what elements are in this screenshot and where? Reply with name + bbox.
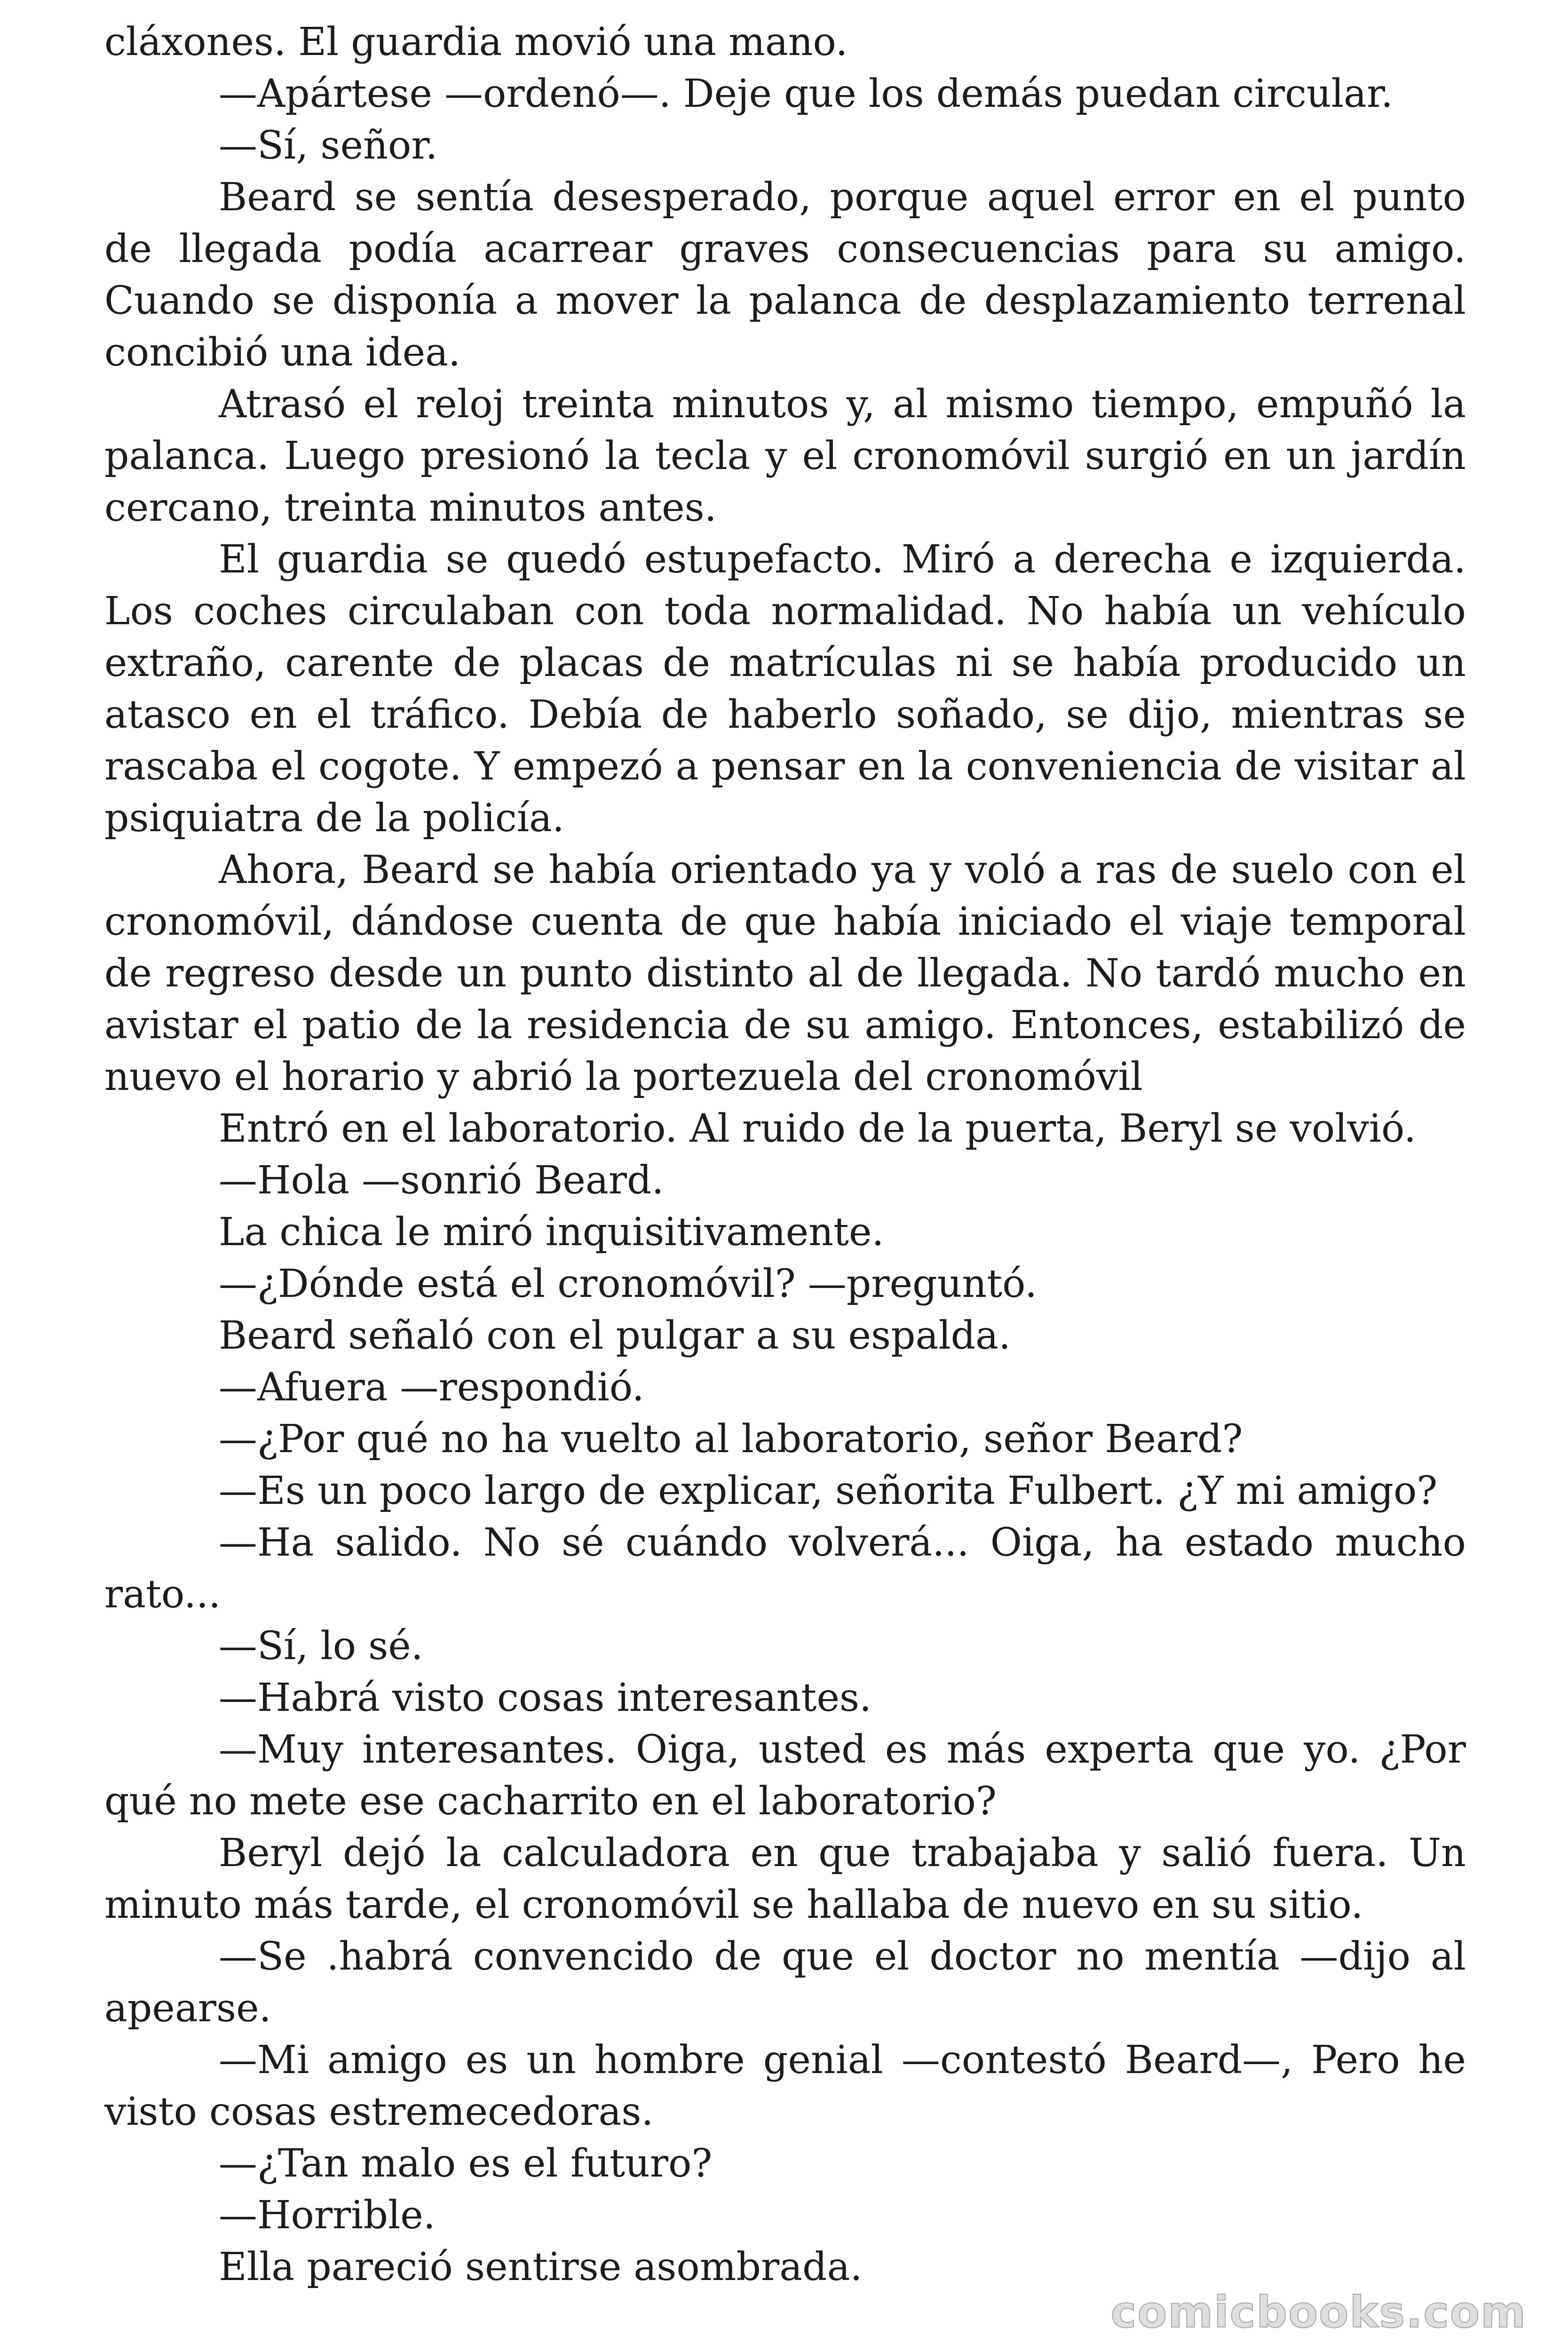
paragraph: —Apártese —ordenó—. Deje que los demás puedan circular. xyxy=(219,72,1394,116)
paragraph: —Es un poco largo de explicar, señorita Fulbert. ¿Y mi amigo? xyxy=(219,1469,1438,1513)
paragraph: Ella pareció sentirse asombrada. xyxy=(219,2245,863,2289)
paragraph: Beard señaló con el pulgar a su espalda. xyxy=(219,1313,1011,1358)
paragraph: —Mi amigo es un hombre genial —contestó Beard—, Pero he visto cosas estremecedoras. xyxy=(104,2038,1466,2134)
paragraph: —¿Por qué no ha vuelto al laboratorio, señor Beard? xyxy=(219,1417,1243,1462)
paragraph: La chica le miró inquisitivamente. xyxy=(219,1210,884,1255)
paragraph: —Sí, lo sé. xyxy=(219,1624,423,1669)
paragraph: Entró en el laboratorio. Al ruido de la puerta, Beryl se volvió. xyxy=(219,1106,1417,1151)
paragraph: Atrasó el reloj treinta minutos y, al mismo tiempo, empuñó la palanca. Luego presionó la tecla y el cronomóvil surgió en un jardín cercano, treinta minutos antes. xyxy=(104,382,1466,530)
body-text xyxy=(104,16,1466,2293)
paragraph: —¿Dónde está el cronomóvil? —preguntó. xyxy=(219,1262,1037,1306)
paragraph: Beard se sentía desesperado, porque aquel error en el punto de llegada podía acarrear graves consecuencias para su amigo. Cuando se disponía a mover la palanca de desplazamiento terrenal concibió una idea. xyxy=(104,175,1466,375)
watermark: comicbooks.com xyxy=(1110,2287,1527,2337)
paragraph: —Muy interesantes. Oiga, usted es más experta que yo. ¿Por qué no mete ese cacharrito en el laboratorio? xyxy=(104,1727,1466,1824)
paragraph: Ahora, Beard se había orientado ya y voló a ras de suelo con el cronomóvil, dándose cuenta de que había iniciado el viaje temporal de regreso desde un punto distinto al de llegada. No tardó mucho en avistar el patio de la residencia de su amigo. Entonces, estabilizó de nuevo el horario y abrió la portezuela del cronomóvil xyxy=(104,848,1466,1099)
paragraph: cláxones. El guardia movió una mano. xyxy=(104,20,848,64)
paragraph: El guardia se quedó estupefacto. Miró a derecha e izquierda. Los coches circulaban con toda normalidad. No había un vehículo extraño, carente de placas de matrículas ni se había producido un atasco en el tráfico. Debía de haberlo soñado, se dijo, mientras se rascaba el cogote. Y empezó a pensar en la conveniencia de visitar al psiquiatra de la policía. xyxy=(104,537,1466,841)
paragraph: —¿Tan malo es el futuro? xyxy=(219,2141,713,2186)
paragraph: —Horrible. xyxy=(219,2193,436,2238)
paragraph: —Afuera —respondió. xyxy=(219,1365,644,1410)
paragraph: —Se .habrá convencido de que el doctor no mentía —dijo al apearse. xyxy=(104,1934,1466,2031)
paragraph: —Ha salido. No sé cuándo volverá... Oiga, ha estado mucho rato... xyxy=(104,1520,1466,1617)
paragraph: —Hola —sonrió Beard. xyxy=(219,1158,664,1203)
paragraph: Beryl dejó la calculadora en que trabajaba y salió fuera. Un minuto más tarde, el cronomóvil se hallaba de nuevo en su sitio. xyxy=(104,1831,1466,1927)
paragraph: —Sí, señor. xyxy=(219,123,438,168)
paragraph: —Habrá visto cosas interesantes. xyxy=(219,1676,872,1720)
